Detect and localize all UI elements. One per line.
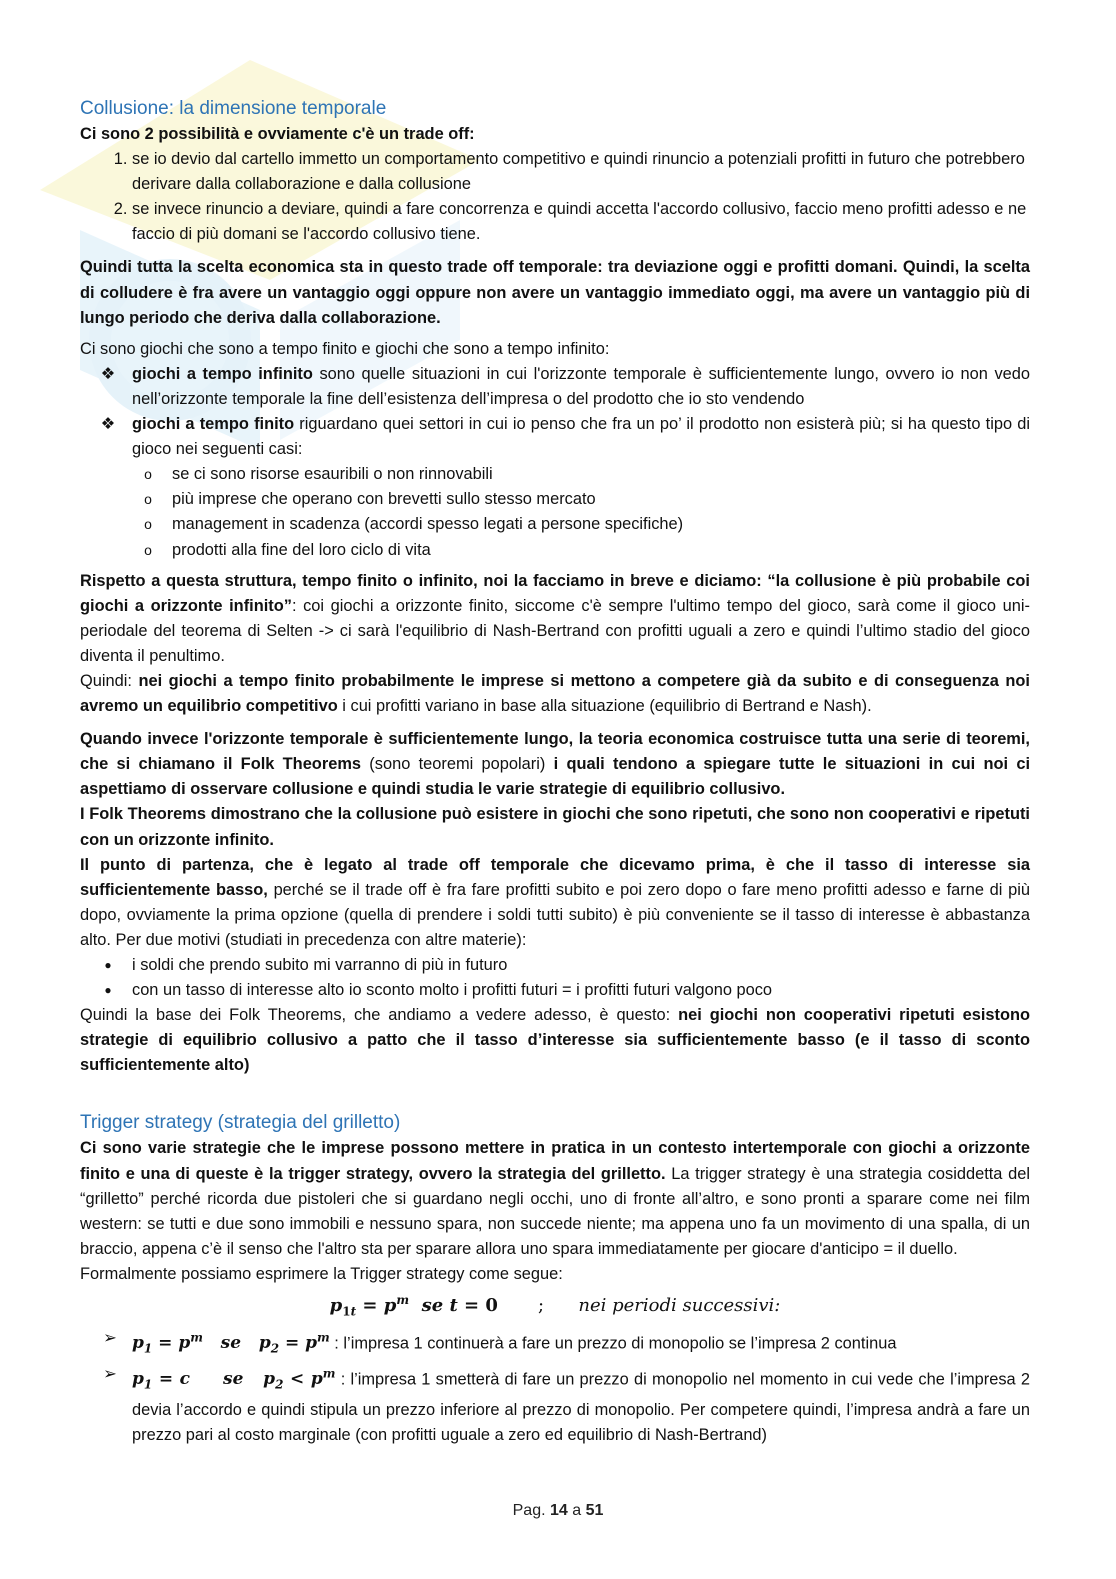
document-page	[80, 0, 1030, 1579]
circle-bullet-icon: o	[144, 466, 152, 483]
respect-paragraph: Rispetto a questa struttura, tempo finito o infinito, noi la facciamo in breve e diciamo: “la collusione è più probabile coi giochi a orizzonte infinito”: coi giochi a orizzonte finito, siccome c'è sempre l'ultimo tempo del gioco, sarà come il gioco uni-periodale del teorema di Selten -> ci sarà l'equilibrio di Nash-Bertrand con profitti uguali a zero e quindi l’ultimo stadio del gioco diventa il penultimo.	[80, 571, 1030, 665]
games-intro: Ci sono giochi che sono a tempo finito e giochi che sono a tempo infinito:	[80, 339, 610, 358]
formula-tail: nei periodi successivi:	[578, 1295, 781, 1317]
page-content	[80, 0, 1030, 1448]
page-footer: Pag. 14 a 51	[512, 1502, 604, 1519]
cases-list	[80, 462, 1030, 562]
list-item: o più imprese che operano con brevetti sullo stesso mercato	[132, 487, 1030, 512]
rule-1-formula: $p_1 = p^m$ se $p_2 = p^m$	[132, 1330, 330, 1356]
quindi-paragraph: Quindi: nei giochi a tempo finito probabilmente le imprese si mettono a competere già da subito e di conseguenza noi avremo un equilibrio competitivo i cui profitti variano in base alla situazione (equilibrio di Bertrand e Nash).	[80, 671, 1030, 716]
list-item: o management in scadenza (accordi spesso legati a persone specifiche)	[132, 512, 1030, 537]
list-item: ➢ $p_1 = p^m$ se $p_2 = p^m$ : l’impresa 1 continuerà a fare un prezzo di monopolio se l’impresa 2 continua	[80, 1326, 1030, 1362]
base-paragraph: Quindi la base dei Folk Theorems, che andiamo a vedere adesso, è questo: nei giochi non cooperativi ripetuti esistono strategie di equilibrio collusivo a patto che il tasso d’interesse sia sufficientemente basso (e il tasso di sconto sufficientemente alto)	[80, 1006, 1030, 1075]
section-heading-trigger: Trigger strategy (strategia del grilletto)	[80, 1112, 401, 1134]
bullet-icon: ●	[104, 958, 112, 972]
options-list	[80, 147, 1030, 247]
folk-demo-paragraph: I Folk Theorems dimostrano che la collusione può esistere in giochi che sono ripetuti, che sono non cooperativi e ripetuti con un orizzonte infinito.	[80, 805, 1030, 849]
circle-bullet-icon: o	[144, 516, 152, 533]
bullet-icon: ●	[104, 983, 112, 998]
current-page-number: 14	[549, 1502, 568, 1519]
summary-paragraph: Quindi tutta la scelta economica sta in questo trade off temporale: tra deviazione oggi e profitti domani. Quindi, la scelta di colludere è fra avere un vantaggio oggi oppure non avere un vantaggio immediato oggi, ma avere un vantaggio più di lungo periodo che deriva dalla collaborazione.	[80, 258, 1030, 327]
formula-separator: ;	[537, 1295, 545, 1317]
list-item: ● con un tasso di interesse alto io sconto molto i profitti futuri = i profitti futuri valgono poco	[80, 978, 1030, 1003]
rule-2-formula: $p_1 = c$ se $p_2 < p^m$	[132, 1366, 336, 1392]
total-pages-number: 51	[585, 1502, 604, 1519]
trigger-intro-paragraph: Ci sono varie strategie che le imprese possono mettere in pratica in un contesto intertemporale con giochi a orizzonte finito e una di queste è la trigger strategy, ovvero la strategia del grilletto. La trigger strategy è una strategia cosiddetta del “grilletto” perché ricorda due pistoleri che si guardano negli occhi, uno di fronte all’altro, e sono pronti a sparare come nei film western: se tutti e due sono immobili e nessuno spara, non succede niente; ma appena uno fa un movimento di una spalla, di un braccio, appena c’è il senso che l'altro sta per sparare allora uno spara immediatamente per giocare d'anticipo = il duello.	[80, 1139, 1030, 1258]
list-item: ● i soldi che prendo subito mi varranno di più in futuro	[80, 953, 1030, 978]
trigger-formula: $p_{1t} = p^m$ se t = 0 ; nei periodi successivi:	[329, 1293, 781, 1319]
list-item: ❖ giochi a tempo infinito sono quelle situazioni in cui l'orizzonte temporale è sufficientemente lungo, ovvero io non vedo nell’orizzonte temporale la fine dell’esistenza dell’impresa o del prodotto che io sto vendendo	[80, 362, 1030, 412]
start-paragraph: Il punto di partenza, che è legato al trade off temporale che dicevamo prima, è che il tasso di interesse sia sufficientemente basso, perché se il trade off è fra fare profitti subito e poi zero dopo o fare meno profitti adesso e farne di più dopo, ovviamente la prima opzione (quella di prendere i soldi tutti subito) è più conveniente se il tasso di interesse è abbastanza alto. Per due motivi (studiati in precedenza con altre materie):	[80, 855, 1030, 949]
folk-paragraph: Quando invece l'orizzonte temporale è sufficientemente lungo, la teoria economica costruisce tutta una serie di teoremi, che si chiamano il Folk Theorems (sono teoremi popolari) i quali tendono a spiegare tutte le situazioni in cui noi ci aspettiamo di osservare collusione e quindi studia le varie strategie di equilibrio collusivo.	[80, 730, 1030, 799]
diamond-bullet-icon: ❖	[100, 415, 116, 434]
formal-line: Formalmente possiamo esprimere la Trigger strategy come segue:	[80, 1264, 563, 1283]
intro-line: Ci sono 2 possibilità e ovviamente c'è un trade off:	[80, 125, 475, 143]
circle-bullet-icon: o	[144, 491, 152, 508]
arrow-bullet-icon: ➢	[103, 1364, 117, 1383]
list-item: o se ci sono risorse esauribili o non rinnovabili	[132, 462, 1030, 487]
list-item: o prodotti alla fine del loro ciclo di vita	[132, 538, 1030, 563]
circle-bullet-icon: o	[144, 541, 152, 558]
diamond-bullet-icon: ❖	[100, 364, 116, 383]
games-list	[80, 362, 1030, 462]
trigger-rules-list	[80, 1326, 1030, 1448]
list-item: 1. se io devio dal cartello immetto un comportamento competitivo e quindi rinuncio a potenziali profitti in futuro che potrebbero derivare dalla collaborazione e dalla collusione	[132, 147, 1030, 197]
list-item: 2. se invece rinuncio a deviare, quindi a fare concorrenza e quindi accetta l'accordo collusivo, faccio meno profitti adesso e ne faccio di più domani se l'accordo collusivo tiene.	[132, 197, 1030, 247]
list-item: ➢ $p_1 = c$ se $p_2 < p^m$ : l’impresa 1 smetterà di fare un prezzo di monopolio nel momento in cui vede che l’impresa 2 devia l’accordo e quindi stipula un prezzo inferiore al prezzo di monopolio. Per competere quindi, l’impresa andrà a fare un prezzo pari al costo marginale (con profitti uguale a zero ed equilibrio di Nash-Bertrand)	[80, 1362, 1030, 1448]
list-item: ❖ giochi a tempo finito riguardano quei settori in cui io penso che fra un po’ il prodotto non esisterà più; si ha questo tipo di gioco nei seguenti casi:	[80, 412, 1030, 462]
reasons-list	[80, 953, 1030, 1003]
arrow-bullet-icon: ➢	[103, 1328, 117, 1347]
section-heading-collusione: Collusione: la dimensione temporale	[80, 98, 387, 119]
